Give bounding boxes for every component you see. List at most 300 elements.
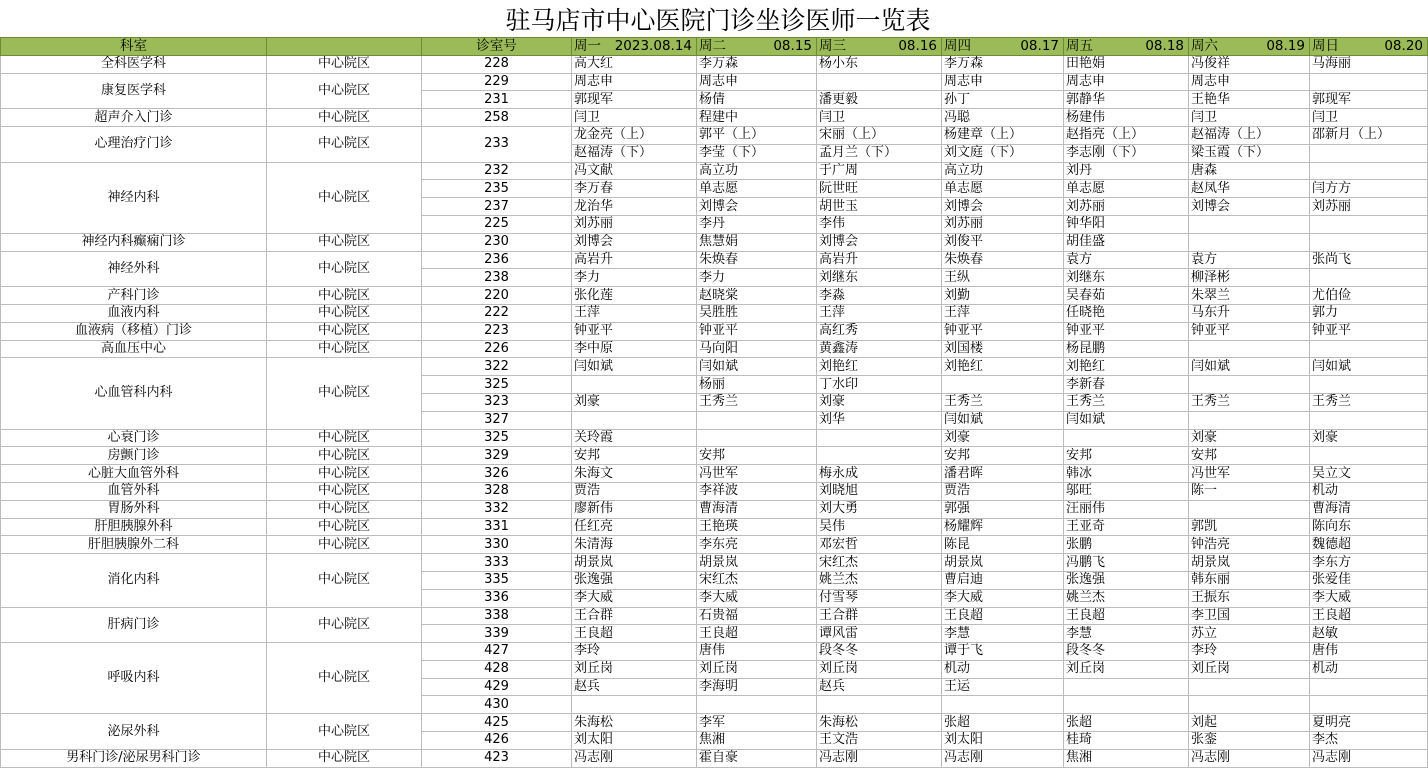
doctor-cell: 周志申 — [1064, 73, 1189, 91]
doctor-cell: 李慧 — [1064, 625, 1189, 643]
doctor-cell — [572, 376, 697, 394]
campus-cell: 中心院区 — [267, 447, 422, 465]
doctor-cell: 闫如斌 — [1189, 358, 1310, 376]
room-cell: 332 — [422, 500, 572, 518]
room-cell: 335 — [422, 571, 572, 589]
department-cell: 消化内科 — [1, 554, 267, 607]
table-row — [1, 518, 1428, 536]
doctor-cell: 刘太阳 — [942, 732, 1064, 750]
doctor-cell: 龙金亮（上） — [572, 126, 697, 144]
doctor-cell: 关玲霞 — [572, 429, 697, 447]
doctor-cell — [1189, 340, 1310, 358]
header-day-date: 08.18 — [1145, 38, 1184, 55]
doctor-cell: 曹海清 — [697, 500, 817, 518]
table-row — [1, 500, 1428, 518]
doctor-cell: 刘豪 — [942, 429, 1064, 447]
doctor-cell: 朱海松 — [572, 714, 697, 732]
doctor-cell: 梁玉霞（下） — [1189, 144, 1310, 162]
doctor-cell: 高红秀 — [817, 322, 942, 340]
doctor-cell: 李力 — [697, 269, 817, 287]
doctor-cell — [1189, 500, 1310, 518]
doctor-cell — [1064, 678, 1189, 696]
doctor-cell: 焦湘 — [697, 732, 817, 750]
doctor-cell: 冯鹏飞 — [1064, 554, 1189, 572]
campus-cell: 中心院区 — [267, 55, 422, 73]
doctor-cell: 李莹（下） — [697, 144, 817, 162]
doctor-cell: 刘博会 — [942, 198, 1064, 216]
doctor-cell: 唐森 — [1189, 162, 1310, 180]
table-row — [1, 340, 1428, 358]
department-cell: 肝胆胰腺外科 — [1, 518, 267, 536]
doctor-cell: 魏德超 — [1310, 536, 1428, 554]
doctor-cell: 苏立 — [1189, 625, 1310, 643]
doctor-cell: 吴春茹 — [1064, 287, 1189, 305]
doctor-cell: 单志愿 — [942, 180, 1064, 198]
campus-cell: 中心院区 — [267, 500, 422, 518]
room-cell: 331 — [422, 518, 572, 536]
doctor-cell: 刘丹 — [1064, 162, 1189, 180]
doctor-cell: 高立功 — [697, 162, 817, 180]
doctor-cell: 刘艳红 — [817, 358, 942, 376]
doctor-cell: 安邦 — [1064, 447, 1189, 465]
campus-cell: 中心院区 — [267, 287, 422, 305]
doctor-cell: 张化莲 — [572, 287, 697, 305]
doctor-cell — [817, 73, 942, 91]
doctor-cell: 李大威 — [697, 589, 817, 607]
room-cell: 328 — [422, 482, 572, 500]
table-row — [1, 304, 1428, 322]
doctor-cell: 李伟 — [817, 215, 942, 233]
doctor-cell: 孟月兰（下） — [817, 144, 942, 162]
room-cell: 325 — [422, 376, 572, 394]
table-row — [1, 358, 1428, 376]
doctor-cell: 韩冰 — [1064, 465, 1189, 483]
doctor-cell: 赵兵 — [572, 678, 697, 696]
doctor-cell: 机动 — [1310, 660, 1428, 678]
doctor-cell: 王运 — [942, 678, 1064, 696]
doctor-cell: 唐伟 — [697, 643, 817, 661]
header-day-name: 周日 — [1312, 38, 1339, 55]
department-cell: 超声介入门诊 — [1, 109, 267, 127]
doctor-cell: 于广周 — [817, 162, 942, 180]
doctor-cell: 姚兰杰 — [1064, 589, 1189, 607]
campus-cell: 中心院区 — [267, 233, 422, 251]
campus-cell: 中心院区 — [267, 429, 422, 447]
doctor-cell: 尤伯俭 — [1310, 287, 1428, 305]
room-cell: 327 — [422, 411, 572, 429]
header-campus — [267, 38, 422, 56]
doctor-cell — [1310, 215, 1428, 233]
doctor-cell: 杨昆鹏 — [1064, 340, 1189, 358]
doctor-cell: 刘苏丽 — [1310, 198, 1428, 216]
department-cell: 肝病门诊 — [1, 607, 267, 643]
doctor-cell: 刘丘岗 — [1189, 660, 1310, 678]
department-cell: 高血压中心 — [1, 340, 267, 358]
doctor-cell: 李力 — [572, 269, 697, 287]
header-day-4 — [942, 38, 1064, 56]
campus-cell: 中心院区 — [267, 643, 422, 714]
doctor-cell: 周志申 — [572, 73, 697, 91]
doctor-cell: 冯文献 — [572, 162, 697, 180]
doctor-cell: 冯志刚 — [1310, 749, 1428, 767]
doctor-cell: 王萍 — [942, 304, 1064, 322]
doctor-cell: 钟亚平 — [1064, 322, 1189, 340]
doctor-cell: 闫卫 — [1310, 109, 1428, 127]
doctor-cell: 刘华 — [817, 411, 942, 429]
doctor-cell: 钟亚平 — [942, 322, 1064, 340]
doctor-cell: 王秀兰 — [1064, 393, 1189, 411]
doctor-cell: 马海丽 — [1310, 55, 1428, 73]
room-cell: 427 — [422, 643, 572, 661]
doctor-cell: 李慧 — [942, 625, 1064, 643]
doctor-cell: 韩东丽 — [1189, 571, 1310, 589]
doctor-cell: 闫卫 — [1189, 109, 1310, 127]
doctor-cell: 马东升 — [1189, 304, 1310, 322]
doctor-cell: 田艳娟 — [1064, 55, 1189, 73]
doctor-cell: 李丹 — [697, 215, 817, 233]
room-cell: 238 — [422, 269, 572, 287]
doctor-cell: 刘俊平 — [942, 233, 1064, 251]
room-cell: 236 — [422, 251, 572, 269]
doctor-cell: 刘豪 — [1189, 429, 1310, 447]
doctor-cell: 王良超 — [572, 625, 697, 643]
doctor-cell: 高立功 — [942, 162, 1064, 180]
doctor-cell — [1310, 233, 1428, 251]
doctor-cell: 李玲 — [572, 643, 697, 661]
header-day-2 — [697, 38, 817, 56]
doctor-cell: 安邦 — [697, 447, 817, 465]
table-row — [1, 714, 1428, 732]
doctor-cell: 宋丽（上） — [817, 126, 942, 144]
doctor-cell: 霍自豪 — [697, 749, 817, 767]
doctor-cell — [1310, 144, 1428, 162]
doctor-cell: 单志愿 — [697, 180, 817, 198]
campus-cell: 中心院区 — [267, 518, 422, 536]
doctor-cell — [697, 696, 817, 714]
doctor-cell: 郭平（上） — [697, 126, 817, 144]
doctor-cell: 吴胜胜 — [697, 304, 817, 322]
doctor-cell: 郭力 — [1310, 304, 1428, 322]
department-cell: 全科医学科 — [1, 55, 267, 73]
doctor-cell: 杨建伟 — [1064, 109, 1189, 127]
doctor-cell: 王萍 — [817, 304, 942, 322]
doctor-cell: 李东亮 — [697, 536, 817, 554]
doctor-cell: 王纵 — [942, 269, 1064, 287]
doctor-cell: 李杰 — [1310, 732, 1428, 750]
doctor-cell: 王艳华 — [1189, 91, 1310, 109]
department-cell: 心理治疗门诊 — [1, 126, 267, 162]
doctor-cell: 潘君晖 — [942, 465, 1064, 483]
doctor-cell: 冯志刚 — [942, 749, 1064, 767]
department-cell: 产科门诊 — [1, 287, 267, 305]
doctor-cell: 刘丘岗 — [1064, 660, 1189, 678]
doctor-cell: 王萍 — [572, 304, 697, 322]
department-cell: 泌尿外科 — [1, 714, 267, 750]
campus-cell: 中心院区 — [267, 714, 422, 750]
room-cell: 425 — [422, 714, 572, 732]
campus-cell: 中心院区 — [267, 340, 422, 358]
doctor-cell: 袁方 — [1064, 251, 1189, 269]
table-row — [1, 109, 1428, 127]
doctor-cell: 单志愿 — [1064, 180, 1189, 198]
department-cell: 血管外科 — [1, 482, 267, 500]
room-cell: 225 — [422, 215, 572, 233]
room-cell: 338 — [422, 607, 572, 625]
room-cell: 423 — [422, 749, 572, 767]
header-day-date: 08.19 — [1266, 38, 1305, 55]
campus-cell: 中心院区 — [267, 109, 422, 127]
doctor-cell: 王良超 — [697, 625, 817, 643]
room-cell: 226 — [422, 340, 572, 358]
doctor-cell: 吴立文 — [1310, 465, 1428, 483]
table-row — [1, 162, 1428, 180]
doctor-cell — [942, 696, 1064, 714]
room-cell: 228 — [422, 55, 572, 73]
doctor-cell: 高岩升 — [572, 251, 697, 269]
doctor-cell: 闫如斌 — [1064, 411, 1189, 429]
table-row — [1, 554, 1428, 572]
room-cell: 233 — [422, 126, 572, 162]
doctor-cell: 邵新月（上） — [1310, 126, 1428, 144]
doctor-cell: 宋红杰 — [697, 571, 817, 589]
room-cell: 229 — [422, 73, 572, 91]
doctor-cell: 闫如斌 — [942, 411, 1064, 429]
table-row — [1, 749, 1428, 767]
doctor-cell: 陈一 — [1189, 482, 1310, 500]
doctor-cell: 石贵福 — [697, 607, 817, 625]
room-cell: 223 — [422, 322, 572, 340]
table-row — [1, 607, 1428, 625]
doctor-cell: 钟亚平 — [1310, 322, 1428, 340]
doctor-cell: 周志申 — [697, 73, 817, 91]
doctor-cell: 赵福涛（下） — [572, 144, 697, 162]
header-day-name: 周四 — [944, 38, 971, 55]
doctor-cell — [1189, 678, 1310, 696]
doctor-cell: 胡景岚 — [1189, 554, 1310, 572]
doctor-cell: 冯聪 — [942, 109, 1064, 127]
schedule-body — [1, 55, 1428, 767]
doctor-cell: 张超 — [1064, 714, 1189, 732]
room-cell: 428 — [422, 660, 572, 678]
doctor-cell: 朱焕春 — [697, 251, 817, 269]
doctor-cell — [1310, 678, 1428, 696]
department-cell: 胃肠外科 — [1, 500, 267, 518]
doctor-cell: 钟亚平 — [572, 322, 697, 340]
doctor-cell: 刘晓旭 — [817, 482, 942, 500]
room-cell: 336 — [422, 589, 572, 607]
doctor-cell: 黄鑫涛 — [817, 340, 942, 358]
doctor-cell: 朱翠兰 — [1189, 287, 1310, 305]
department-cell: 神经内科 — [1, 162, 267, 233]
doctor-cell: 李大威 — [942, 589, 1064, 607]
table-row — [1, 643, 1428, 661]
header-day-7 — [1310, 38, 1428, 56]
header-day-date: 2023.08.14 — [614, 38, 692, 55]
doctor-cell: 张銮 — [1189, 732, 1310, 750]
doctor-cell: 王艳瑛 — [697, 518, 817, 536]
doctor-cell: 朱焕春 — [942, 251, 1064, 269]
doctor-cell: 李海明 — [697, 678, 817, 696]
doctor-cell: 高大红 — [572, 55, 697, 73]
doctor-cell: 王秀兰 — [697, 393, 817, 411]
doctor-cell: 张尚飞 — [1310, 251, 1428, 269]
doctor-cell: 廖新伟 — [572, 500, 697, 518]
header-day-name: 周三 — [819, 38, 846, 55]
doctor-cell: 孙丁 — [942, 91, 1064, 109]
doctor-cell: 焦湘 — [1064, 749, 1189, 767]
doctor-cell: 闫方方 — [1310, 180, 1428, 198]
doctor-cell: 李大威 — [1310, 589, 1428, 607]
header-day-date: 08.15 — [773, 38, 812, 55]
campus-cell: 中心院区 — [267, 607, 422, 643]
doctor-cell: 阮世旺 — [817, 180, 942, 198]
doctor-cell: 赵凤华 — [1189, 180, 1310, 198]
doctor-cell: 杨小东 — [817, 55, 942, 73]
room-cell: 429 — [422, 678, 572, 696]
doctor-cell: 闫卫 — [817, 109, 942, 127]
doctor-cell — [817, 696, 942, 714]
doctor-cell: 陈昆 — [942, 536, 1064, 554]
doctor-cell: 刘博会 — [817, 233, 942, 251]
doctor-cell: 冯俊祥 — [1189, 55, 1310, 73]
doctor-cell: 李新春 — [1064, 376, 1189, 394]
table-row — [1, 322, 1428, 340]
doctor-cell — [1310, 162, 1428, 180]
room-cell: 232 — [422, 162, 572, 180]
header-day-name: 周五 — [1066, 38, 1093, 55]
doctor-cell: 赵福涛（上） — [1189, 126, 1310, 144]
doctor-cell: 杨倩 — [697, 91, 817, 109]
doctor-cell — [1310, 696, 1428, 714]
room-cell: 237 — [422, 198, 572, 216]
doctor-cell: 赵指亮（上） — [1064, 126, 1189, 144]
doctor-cell: 任晓艳 — [1064, 304, 1189, 322]
doctor-cell: 高岩升 — [817, 251, 942, 269]
table-row — [1, 287, 1428, 305]
doctor-cell — [572, 411, 697, 429]
doctor-cell: 机动 — [942, 660, 1064, 678]
department-cell: 心衰门诊 — [1, 429, 267, 447]
doctor-cell: 郭现军 — [572, 91, 697, 109]
doctor-cell: 潘更毅 — [817, 91, 942, 109]
doctor-cell: 王秀兰 — [1189, 393, 1310, 411]
doctor-cell: 夏明亮 — [1310, 714, 1428, 732]
campus-cell: 中心院区 — [267, 73, 422, 109]
header-day-name: 周六 — [1191, 38, 1218, 55]
doctor-cell — [1064, 429, 1189, 447]
header-department: 科室 — [1, 38, 267, 56]
doctor-cell: 刘太阳 — [572, 732, 697, 750]
room-cell: 325 — [422, 429, 572, 447]
doctor-cell — [1310, 447, 1428, 465]
campus-cell: 中心院区 — [267, 749, 422, 767]
doctor-cell: 刘艳红 — [942, 358, 1064, 376]
doctor-cell: 李卫国 — [1189, 607, 1310, 625]
doctor-cell: 李万森 — [942, 55, 1064, 73]
campus-cell: 中心院区 — [267, 162, 422, 233]
doctor-cell: 刘苏丽 — [942, 215, 1064, 233]
doctor-cell: 谭风雷 — [817, 625, 942, 643]
header-row — [1, 38, 1428, 56]
doctor-cell: 冯世军 — [697, 465, 817, 483]
doctor-cell: 李祥波 — [697, 482, 817, 500]
doctor-cell: 李中原 — [572, 340, 697, 358]
doctor-cell: 张逸强 — [1064, 571, 1189, 589]
doctor-cell: 刘起 — [1189, 714, 1310, 732]
doctor-cell: 胡佳盛 — [1064, 233, 1189, 251]
doctor-cell — [817, 429, 942, 447]
doctor-cell: 钟华阳 — [1064, 215, 1189, 233]
room-cell: 323 — [422, 393, 572, 411]
doctor-cell: 王良超 — [942, 607, 1064, 625]
department-cell: 神经外科 — [1, 251, 267, 287]
doctor-cell: 安邦 — [572, 447, 697, 465]
doctor-cell: 谭于飞 — [942, 643, 1064, 661]
doctor-cell: 陈向东 — [1310, 518, 1428, 536]
doctor-cell: 桂琦 — [1064, 732, 1189, 750]
doctor-cell: 郭强 — [942, 500, 1064, 518]
campus-cell: 中心院区 — [267, 536, 422, 554]
room-cell: 330 — [422, 536, 572, 554]
doctor-cell: 汪丽伟 — [1064, 500, 1189, 518]
doctor-cell: 李军 — [697, 714, 817, 732]
doctor-cell: 王亚奇 — [1064, 518, 1189, 536]
header-day-3 — [817, 38, 942, 56]
room-cell: 322 — [422, 358, 572, 376]
doctor-cell: 袁方 — [1189, 251, 1310, 269]
doctor-cell: 刘艳红 — [1064, 358, 1189, 376]
doctor-cell — [1310, 376, 1428, 394]
doctor-cell: 刘丘岗 — [817, 660, 942, 678]
doctor-cell: 李淼 — [817, 287, 942, 305]
department-cell: 血液病（移植）门诊 — [1, 322, 267, 340]
doctor-cell: 刘苏丽 — [572, 215, 697, 233]
room-cell: 333 — [422, 554, 572, 572]
doctor-cell: 安邦 — [942, 447, 1064, 465]
department-cell: 男科门诊/泌尿男科门诊 — [1, 749, 267, 767]
schedule-table — [0, 37, 1428, 768]
doctor-cell: 冯志刚 — [817, 749, 942, 767]
doctor-cell: 梅永成 — [817, 465, 942, 483]
campus-cell: 中心院区 — [267, 126, 422, 162]
doctor-cell: 刘大勇 — [817, 500, 942, 518]
doctor-cell — [1310, 269, 1428, 287]
doctor-cell — [817, 447, 942, 465]
doctor-cell: 贾浩 — [572, 482, 697, 500]
doctor-cell: 刘博会 — [572, 233, 697, 251]
doctor-cell: 付雪琴 — [817, 589, 942, 607]
doctor-cell: 朱清海 — [572, 536, 697, 554]
header-day-5 — [1064, 38, 1189, 56]
doctor-cell: 郭现军 — [1310, 91, 1428, 109]
table-row — [1, 447, 1428, 465]
doctor-cell: 刘继东 — [1064, 269, 1189, 287]
campus-cell: 中心院区 — [267, 251, 422, 287]
doctor-cell — [1310, 340, 1428, 358]
doctor-cell: 刘丘岗 — [697, 660, 817, 678]
table-row — [1, 126, 1428, 144]
header-day-name: 周二 — [699, 38, 726, 55]
doctor-cell: 刘勤 — [942, 287, 1064, 305]
doctor-cell: 周志申 — [1189, 73, 1310, 91]
doctor-cell: 胡世玉 — [817, 198, 942, 216]
room-cell: 230 — [422, 233, 572, 251]
department-cell: 血液内科 — [1, 304, 267, 322]
doctor-cell: 李万森 — [697, 55, 817, 73]
doctor-cell: 刘文庭（下） — [942, 144, 1064, 162]
room-cell: 258 — [422, 109, 572, 127]
doctor-cell: 宋红杰 — [817, 554, 942, 572]
